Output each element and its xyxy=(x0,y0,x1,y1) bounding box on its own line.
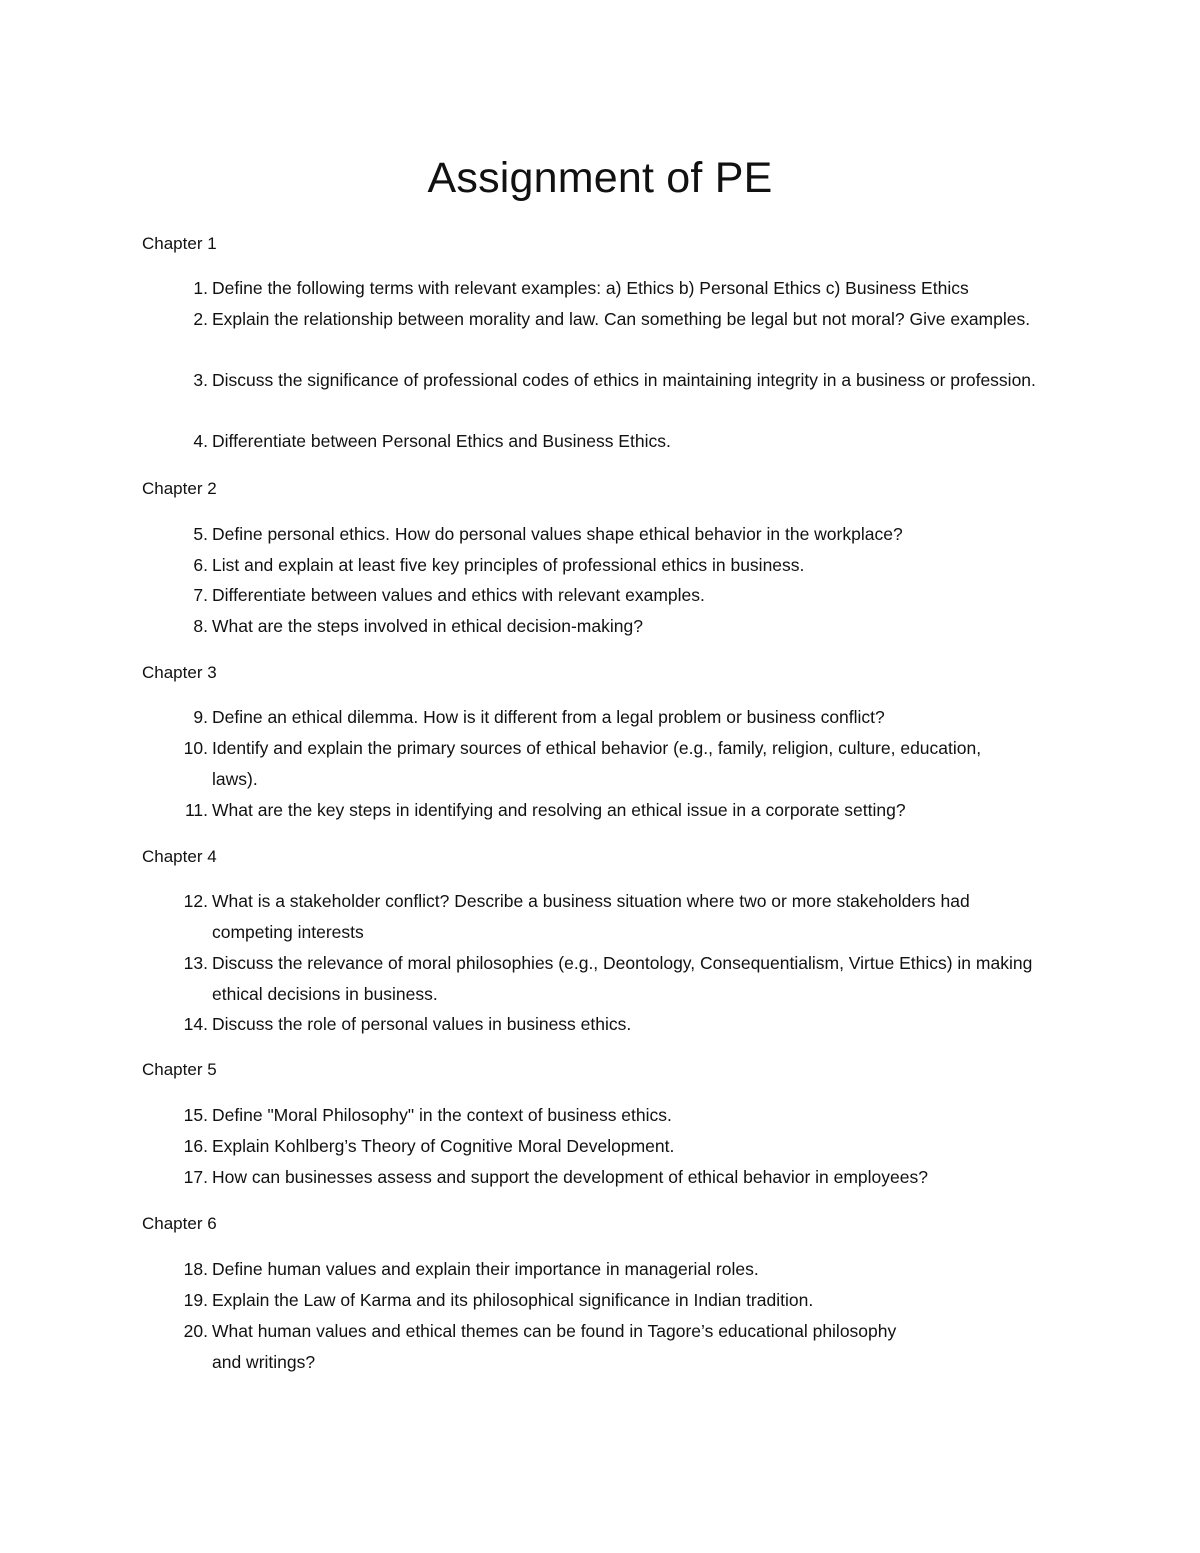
question-text: Define "Moral Philosophy" in the context of business ethics. xyxy=(212,1105,672,1125)
question-text: Define personal ethics. How do personal values shape ethical behavior in the workplace? xyxy=(212,524,903,544)
question-number: 9. xyxy=(193,707,208,727)
question-number: 7. xyxy=(193,585,208,605)
question-number: 14. xyxy=(183,1014,208,1034)
question-item xyxy=(142,733,1012,794)
question-text: Explain the relationship between morality and law. Can something be legal but not moral? Give examples. xyxy=(212,309,1031,329)
question-number: 1. xyxy=(193,278,208,298)
question-item xyxy=(142,1254,1062,1285)
question-text: Differentiate between values and ethics with relevant examples. xyxy=(212,585,705,605)
chapter-heading: Chapter 6 xyxy=(142,1214,217,1233)
chapter-heading: Chapter 4 xyxy=(142,847,217,866)
question-item xyxy=(142,948,1057,1009)
question-text: What is a stakeholder conflict? Describe a business situation where two or more stakeholders had competing interests xyxy=(212,891,970,942)
question-item xyxy=(142,1009,1062,1040)
question-number: 4. xyxy=(193,431,208,451)
chapter-heading: Chapter 2 xyxy=(142,479,217,498)
question-item xyxy=(142,886,1042,947)
question-number: 16. xyxy=(183,1136,208,1156)
question-item xyxy=(142,273,1062,304)
chapter-heading: Chapter 3 xyxy=(142,663,217,682)
question-item xyxy=(142,365,1047,396)
question-number: 10. xyxy=(183,738,208,758)
question-text: Explain the Law of Karma and its philosophical significance in Indian tradition. xyxy=(212,1290,814,1310)
question-number: 2. xyxy=(193,309,208,329)
question-text: Discuss the relevance of moral philosophies (e.g., Deontology, Consequentialism, Virtue Ethics) in making ethical decisions in business. xyxy=(212,953,1033,1004)
question-item xyxy=(142,1316,902,1377)
question-number: 18. xyxy=(183,1259,208,1279)
question-item xyxy=(142,1100,1062,1131)
question-item xyxy=(142,1131,1062,1162)
question-text: List and explain at least five key principles of professional ethics in business. xyxy=(212,555,805,575)
question-number: 20. xyxy=(183,1321,208,1341)
question-text: Define human values and explain their importance in managerial roles. xyxy=(212,1259,759,1279)
question-item xyxy=(142,1162,1062,1193)
question-number: 17. xyxy=(183,1167,208,1187)
question-text: Discuss the role of personal values in business ethics. xyxy=(212,1014,632,1034)
question-item xyxy=(142,1285,1062,1316)
question-item xyxy=(142,550,1062,581)
question-number: 5. xyxy=(193,524,208,544)
question-number: 6. xyxy=(193,555,208,575)
question-item xyxy=(142,426,1062,457)
question-number: 19. xyxy=(183,1290,208,1310)
question-text: What are the key steps in identifying and resolving an ethical issue in a corporate setting? xyxy=(212,800,906,820)
question-item xyxy=(142,580,1062,611)
document-title: Assignment of PE xyxy=(427,154,773,202)
question-text: What are the steps involved in ethical decision-making? xyxy=(212,616,643,636)
chapter-heading: Chapter 5 xyxy=(142,1060,217,1079)
question-text: Define an ethical dilemma. How is it different from a legal problem or business conflict? xyxy=(212,707,885,727)
question-number: 3. xyxy=(193,370,208,390)
question-number: 11. xyxy=(184,800,208,820)
question-text: Explain Kohlberg’s Theory of Cognitive Moral Development. xyxy=(212,1136,675,1156)
question-text: Discuss the significance of professional codes of ethics in maintaining integrity in a business or profession. xyxy=(212,370,1036,390)
question-item xyxy=(142,702,1062,733)
question-item xyxy=(142,519,1062,550)
question-item xyxy=(142,795,1062,826)
question-text: How can businesses assess and support the development of ethical behavior in employees? xyxy=(212,1167,928,1187)
question-number: 13. xyxy=(183,953,208,973)
question-number: 12. xyxy=(183,891,208,911)
question-text: Define the following terms with relevant examples: a) Ethics b) Personal Ethics c) Business Ethics xyxy=(212,278,969,298)
question-item xyxy=(142,304,1032,335)
question-item xyxy=(142,611,1062,642)
question-text: Differentiate between Personal Ethics and Business Ethics. xyxy=(212,431,671,451)
question-number: 8. xyxy=(193,616,208,636)
question-number: 15. xyxy=(183,1105,208,1125)
chapter-heading: Chapter 1 xyxy=(142,234,217,253)
question-text: Identify and explain the primary sources of ethical behavior (e.g., family, religion, culture, education, laws). xyxy=(212,738,982,789)
question-text: What human values and ethical themes can be found in Tagore’s educational philosophy and writings? xyxy=(212,1321,897,1372)
